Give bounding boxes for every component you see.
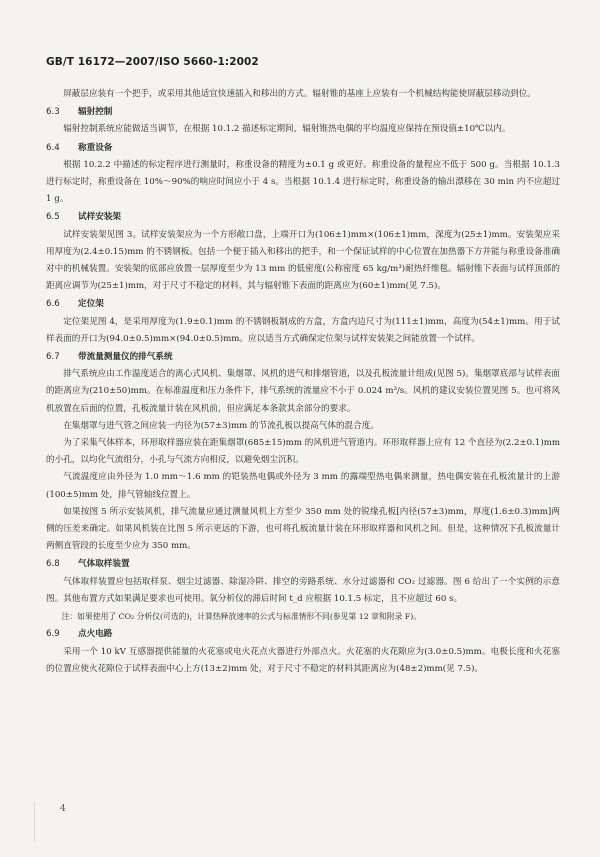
section-heading [46, 140, 560, 157]
section-heading [46, 349, 560, 366]
paragraph: 气流温度应由外径为 1.0 mm～1.6 mm 的铠装热电偶或外径为 3 mm 的露端型热电偶来测量，热电偶安装在孔板流量计的上游(100±5)mm 处，排气管轴线位置上。 [46, 472, 560, 500]
section-title: 试样安装架 [78, 212, 121, 223]
section-heading [46, 296, 560, 313]
section-number: 6.3 [46, 107, 60, 118]
section-number: 6.9 [46, 629, 60, 640]
section-number: 6.6 [46, 299, 60, 310]
paragraph: 根据 10.2.2 中描述的标定程序进行测量时，称重设备的精度为±0.1 g 或更好。称重设备的量程应不低于 500 g。当根据 10.1.3 进行标定时，称重设备在 10%～90%的响应时间应小于 4 s。当根据 10.1.4 进行标定时，称重设备的输出漂移在 30 min 内不应超过 1 g。 [46, 159, 560, 205]
section-title: 气体取样装置 [78, 559, 130, 570]
section-heading [46, 104, 560, 121]
section-title: 点火电路 [78, 629, 113, 640]
section-title: 定位架 [78, 299, 104, 310]
section-number: 6.7 [46, 352, 60, 363]
paragraph: 定位架见图 4，是采用厚度为(1.9±0.1)mm 的不锈钢板制成的方盒，方盒内边尺寸为(111±1)mm，高度为(54±1)mm。用于试样表面的开口为(94.0±0.5)mm×(94.0±0.5)mm。应以适当方式确保定位架与试样安装架之间能放置一个试样。 [46, 316, 560, 344]
section-number: 6.4 [46, 142, 60, 153]
paragraph: 屏蔽层应装有一个把手，或采用其他适宜快速插入和移出的方式。辐射锥的基座上应装有一个机械结构能使屏蔽层移动到位。 [63, 89, 536, 99]
paragraph: 气体取样装置应包括取样泵、烟尘过滤器、除湿冷阱、排空的旁路系统、水分过滤器和 CO₂ 过滤器。图 6 给出了一个实例的示意图。其他布置方式如果满足要求也可使用。氧分析仪的滞后时间 t_d 应根据 10.1.5 标定，且不应超过 60 s。 [46, 576, 560, 604]
section-title: 带流量测量仪的排气系统 [78, 352, 173, 363]
paragraph: 采用一个 10 kV 互感器提供能量的火花塞或电火花点火器进行外部点火。火花塞的火花隙应为(3.0±0.5)mm。电极长度和火花塞的位置应使火花隙位于试样表面中心上方(13±2)mm 处，对于尺寸不稳定的材料其距离应为(48±2)mm(见 7.5)。 [46, 646, 560, 674]
section-title: 辐射控制 [78, 107, 113, 118]
section-heading [46, 626, 560, 643]
paragraph: 如果按图 5 所示安装风机，排气流量应通过测量风机上方至少 350 mm 处的锐缘孔板[内径(57±3)mm，厚度(1.6±0.3)mm]两侧的压差来确定。如果风机装在比图 5 所示更远的下游，也可将孔板流量计装在环形取样器和风机之间。但是，这种情况下孔板流量计两侧直管段的长度至少应为 350 mm。 [46, 506, 560, 552]
page-number: 4 [60, 804, 66, 814]
section-heading [46, 209, 560, 226]
paragraph: 为了采集气体样本，环形取样器应装在距集烟罩(685±15)mm 的风机进气管道内。环形取样器上应有 12 个直径为(2.2±0.1)mm 的小孔，以均化气流组分，小孔与气流方向相反，以避免烟尘沉积。 [46, 438, 560, 466]
paragraph: 辐射控制系统应能做适当调节，在根据 10.1.2 描述标定期间，辐射锥热电偶的平均温度应保持在预设值±10℃以内。 [63, 124, 511, 135]
paragraph: 试样安装架见图 3。试样安装架应为一个方形敞口盘，上端开口为(106±1)mm×(106±1)mm，深度为(25±1)mm。安装架应采用厚度为(2.4±0.15)mm 的不锈钢板。包括一个便于插入和移出的把手，和一个保证试样的中心位置在加热器下方并能与称重设备准确对中的机械装置。安装架的底部应放置一层厚度至少为 13 mm 的低密度(公称密度 65 kg/m³)耐热纤维毯。辐射锥下表面与试样顶部的距离应调节为(25±1)mm，对于尺寸不稳定的材料，其与辐射锥下表面的距离应为(60±1)mm(见 7.5)。 [46, 229, 560, 292]
section-heading [46, 556, 560, 573]
section-number: 6.8 [46, 559, 60, 570]
section-title: 称重设备 [78, 142, 113, 153]
paragraph: 排气系统应由工作温度适合的离心式风机、集烟罩、风机的进气和排烟管道，以及孔板流量计组成(见图 5)。集烟罩底部与试样表面的距离应为(210±50)mm。在标准温度和压力条件下，排气系统的流量应不小于 0.024 m³/s。风机的建议安装位置见图 5。也可将风机放置在后面的位置，孔板流量计装在风机前，但应满足本条款其余部分的要求。 [46, 369, 560, 414]
standard-header: GB/T 16172—2007/ISO 5660-1:2002 [46, 56, 259, 68]
binding-mark [34, 802, 35, 842]
document-body [46, 86, 560, 678]
note: 注：如果使用了 CO₂ 分析仪(可选的)，计算热释放速率的公式与标准情形不同(参见第 12 章和附录 F)。 [61, 612, 422, 622]
paragraph: 在集烟罩与进气管之间应装一内径为(57±3)mm 的节流孔板以提高气体的混合度。 [63, 420, 379, 431]
section-number: 6.5 [46, 212, 60, 223]
